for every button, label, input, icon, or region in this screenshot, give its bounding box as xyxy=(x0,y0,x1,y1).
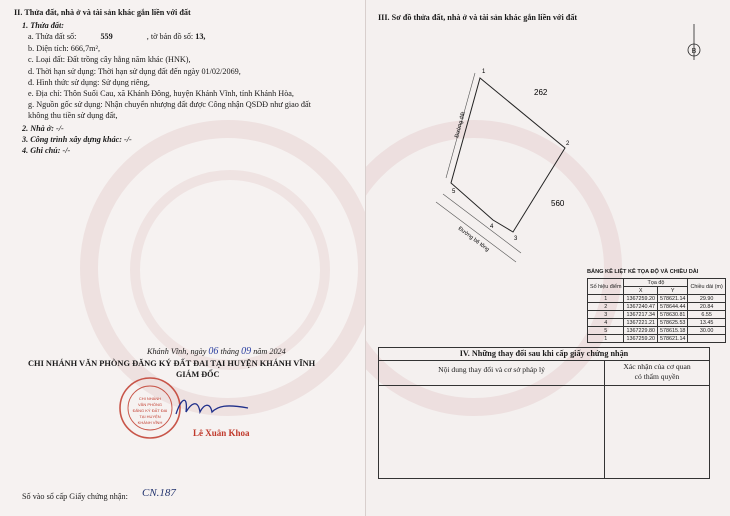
table-cell: 1 xyxy=(588,335,624,343)
table-row xyxy=(588,335,726,343)
col-x: X xyxy=(624,287,657,295)
north-label: B xyxy=(691,48,697,55)
table-cell: 578625.53 xyxy=(657,319,687,327)
date-prefix: Khánh Vĩnh, ngày xyxy=(147,347,207,356)
map-label: , tờ bản đồ số: xyxy=(146,32,194,41)
vertex-3: 3 xyxy=(514,236,518,242)
area: b. Diện tích: 666,7m², xyxy=(28,44,101,53)
table-cell: 1367259.20 xyxy=(624,295,657,303)
coordinate-table-title: BẢNG KÊ LIỆT KÊ TỌA ĐỘ VÀ CHIỀU DÀI xyxy=(587,269,699,275)
col-length: Chiều dài (m) xyxy=(688,279,725,295)
issuing-office: CHI NHÁNH VĂN PHÒNG ĐĂNG KÝ ĐẤT ĐAI TẠI HUYỆN KHÁNH VĨNH xyxy=(28,359,316,368)
neighbor-parcel-262: 262 xyxy=(534,88,548,97)
table-cell: 4 xyxy=(588,319,624,327)
parcel-line xyxy=(28,31,205,42)
table-cell: 20.84 xyxy=(688,303,725,311)
col-authority xyxy=(605,361,709,385)
table-row xyxy=(588,319,726,327)
address: e. Địa chỉ: Thôn Suối Cau, xã Khánh Đông, huyện Khánh Vĩnh, tỉnh Khánh Hòa, xyxy=(28,89,294,98)
table-cell: 6.55 xyxy=(688,311,725,319)
usage-term: d. Thời hạn sử dụng: Thời hạn sử dụng đất đến ngày 01/02/2069, xyxy=(28,67,241,76)
item-1-title: 1. Thửa đất: xyxy=(22,21,64,30)
col-authority-line-2: có thẩm quyền xyxy=(634,372,680,381)
table-cell: 1367221.21 xyxy=(624,319,657,327)
table-cell: 5 xyxy=(588,327,624,335)
table-cell: 30.00 xyxy=(688,327,725,335)
column-divider xyxy=(604,385,605,478)
table-cell: 1367259.20 xyxy=(624,335,657,343)
map-number: 13, xyxy=(195,32,206,41)
background-emblem-inner xyxy=(130,170,330,370)
vertex-4: 4 xyxy=(490,224,494,230)
registry-label: Số vào sổ cấp Giấy chứng nhận: xyxy=(22,492,128,501)
table-row xyxy=(588,295,726,303)
land-type: c. Loại đất: Đất trồng cây hằng năm khác (HNK), xyxy=(28,55,191,64)
parcel-sketch xyxy=(366,0,730,280)
table-row xyxy=(588,327,726,335)
vertex-2: 2 xyxy=(566,141,570,147)
item-2-house: 2. Nhà ở: -/- xyxy=(22,124,64,133)
road-label-concrete: Đường bê tông xyxy=(456,225,491,254)
table-cell: 29.90 xyxy=(688,295,725,303)
col-change-content: Nội dung thay đổi và cơ sở pháp lý xyxy=(379,361,605,385)
col-point: Số hiệu điểm xyxy=(588,279,624,295)
table-cell: 1367229.80 xyxy=(624,327,657,335)
issue-date xyxy=(147,346,286,357)
section-iii-title: III. Sơ đồ thửa đất, nhà ở và tài sản khác gắn liền với đất xyxy=(378,13,578,22)
table-cell: 1367217.34 xyxy=(624,311,657,319)
table-row xyxy=(588,303,726,311)
item-3-construction: 3. Công trình xây dựng khác: -/- xyxy=(22,135,132,144)
table-cell: 1367240.47 xyxy=(624,303,657,311)
date-day: 06 xyxy=(208,346,219,357)
parcel-number: 559 xyxy=(100,32,113,41)
vertex-5: 5 xyxy=(452,189,456,195)
date-month-label: tháng xyxy=(220,347,240,356)
vertex-1: 1 xyxy=(482,69,486,75)
table-row xyxy=(588,311,726,319)
table-cell: 13.45 xyxy=(688,319,725,327)
section-iv-title: IV. Những thay đổi sau khi cấp giấy chứng nhận xyxy=(379,348,709,361)
svg-text:ĐĂNG KÝ ĐẤT ĐAI: ĐĂNG KÝ ĐẤT ĐAI xyxy=(132,408,168,413)
coordinate-table xyxy=(587,278,726,343)
changes-table xyxy=(378,347,710,479)
table-cell xyxy=(688,335,725,343)
road-label-dirt: Đường đất xyxy=(454,111,467,139)
svg-text:TẠI HUYỆN: TẠI HUYỆN xyxy=(139,414,161,419)
parcel-label: a. Thửa đất số: xyxy=(28,32,77,41)
registry-number: CN.187 xyxy=(142,487,176,499)
section-ii-title: II. Thửa đất, nhà ở và tài sản khác gắn liền với đất xyxy=(14,8,191,17)
svg-text:VĂN PHÒNG: VĂN PHÒNG xyxy=(137,402,163,407)
date-month: 09 xyxy=(241,346,252,357)
col-authority-line-1: Xác nhận của cơ quan xyxy=(623,362,691,371)
table-cell: 578644.44 xyxy=(657,303,687,311)
origin-line-2: không thu tiền sử dụng đất, xyxy=(28,111,118,120)
svg-text:CHI NHÁNH: CHI NHÁNH xyxy=(138,396,162,401)
table-cell: 2 xyxy=(588,303,624,311)
signature xyxy=(172,392,252,422)
svg-text:KHÁNH VĨNH: KHÁNH VĨNH xyxy=(137,420,163,425)
table-cell: 1 xyxy=(588,295,624,303)
table-cell: 578630.81 xyxy=(657,311,687,319)
table-cell: 3 xyxy=(588,311,624,319)
origin-line-1: g. Nguồn gốc sử dụng: Nhận chuyển nhượng đất được Công nhận QSDĐ như giao đất xyxy=(28,100,311,109)
table-cell: 578621.14 xyxy=(657,335,687,343)
col-y: Y xyxy=(657,287,687,295)
director-title: GIÁM ĐỐC xyxy=(176,370,220,379)
table-cell: 578621.14 xyxy=(657,295,687,303)
col-coords: Tọa độ xyxy=(624,279,688,287)
signer-name: Lê Xuân Khoa xyxy=(193,428,250,438)
item-4-notes: 4. Ghi chú: -/- xyxy=(22,146,71,155)
date-year: năm 2024 xyxy=(253,347,286,356)
usage-form: đ. Hình thức sử dụng: Sử dụng riêng, xyxy=(28,78,150,87)
table-cell: 578615.18 xyxy=(657,327,687,335)
neighbor-parcel-560: 560 xyxy=(551,199,565,208)
